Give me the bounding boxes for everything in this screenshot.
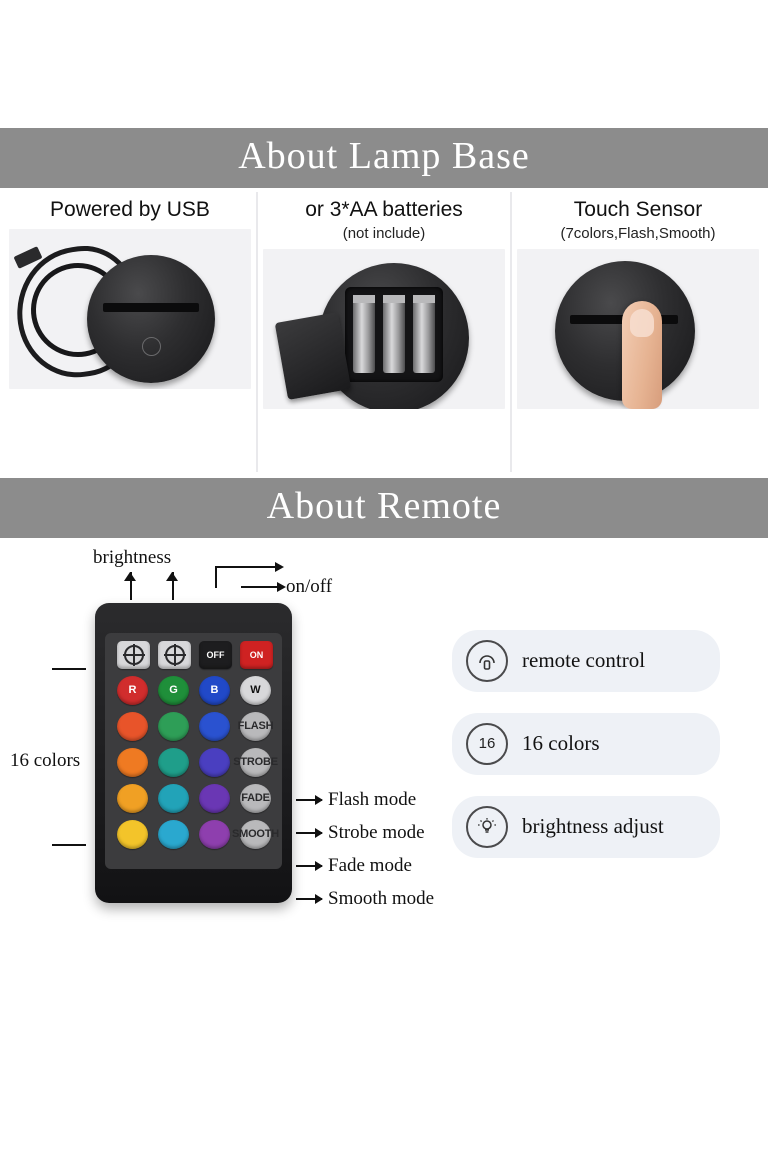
color-button-8[interactable] (158, 784, 189, 813)
off-button[interactable]: OFF (199, 641, 232, 669)
mode-label-flash: Flash mode (328, 789, 417, 811)
cell-title-battery: or 3*AA batteries (305, 197, 463, 221)
brightness-up-icon (124, 645, 144, 665)
lamp-base-cell-battery (256, 192, 510, 472)
feature-chip-remote-control (452, 630, 720, 692)
label-brightness: brightness (93, 546, 172, 568)
remote-panel (0, 538, 768, 1032)
feature-chip-list (452, 630, 720, 879)
mode-callout-flash (296, 784, 434, 817)
smooth-mode-button[interactable]: SMOOTH (240, 820, 271, 849)
usb-base-photo (9, 229, 251, 389)
feature-chip-brightness (452, 796, 720, 858)
strobe-mode-button[interactable]: STROBE (240, 748, 271, 777)
feature-label-brightness: brightness adjust (522, 814, 664, 839)
color-button-3[interactable] (199, 712, 230, 741)
color-button-7[interactable] (117, 784, 148, 813)
flash-mode-button[interactable]: FLASH (240, 712, 271, 741)
cell-title-touch: Touch Sensor (573, 197, 703, 221)
mode-label-fade: Fade mode (328, 855, 412, 877)
battery-cover-icon (275, 312, 352, 400)
lamp-base-disc (87, 255, 215, 383)
label-on-off: on/off (286, 575, 333, 597)
mode-callout-fade (296, 850, 434, 883)
remote-control-icon (466, 640, 508, 682)
color-button-6[interactable] (199, 748, 230, 777)
lamp-base-banner: About Lamp Base (0, 128, 768, 188)
brightness-arrowhead-1 (124, 572, 136, 581)
cell-title-usb: Powered by USB (50, 197, 210, 221)
brightness-arrowhead-2 (166, 572, 178, 581)
arrow-icon (296, 832, 322, 834)
arrow-icon (296, 898, 322, 900)
fade-mode-button[interactable]: FADE (240, 784, 271, 813)
battery-base-photo (263, 249, 505, 409)
mode-label-strobe: Strobe mode (328, 822, 425, 844)
brightness-down-button[interactable] (158, 641, 191, 669)
remote-banner: About Remote (0, 478, 768, 538)
power-button-icon (142, 337, 161, 356)
color-button-2[interactable] (158, 712, 189, 741)
mode-callout-list (296, 784, 434, 916)
remote-button-grid[interactable] (117, 641, 280, 849)
on-button[interactable]: ON (240, 641, 273, 669)
lamp-base-cell-usb (4, 192, 256, 472)
onoff-bracket-left (215, 566, 217, 588)
colors-tick-bottom (52, 844, 86, 846)
touch-sensor-photo (517, 249, 759, 409)
fingernail-icon (630, 309, 654, 337)
lamp-base-panel (0, 188, 768, 478)
color-button-4[interactable] (117, 748, 148, 777)
arrow-icon (296, 865, 322, 867)
color-button-white[interactable]: W (240, 676, 271, 705)
lamp-base-cell-touch (510, 192, 764, 472)
brightness-icon (466, 806, 508, 848)
color-button-green[interactable]: G (158, 676, 189, 705)
brightness-down-icon (165, 645, 185, 665)
brightness-up-button[interactable] (117, 641, 150, 669)
lamp-base-slot (103, 303, 199, 312)
battery-compartment (345, 287, 443, 382)
mode-label-smooth: Smooth mode (328, 888, 435, 910)
sixteen-colors-icon: 16 (466, 723, 508, 765)
onoff-bracket-top (215, 566, 277, 568)
onoff-arrowhead (277, 582, 286, 592)
feature-label-remote-control: remote control (522, 648, 646, 673)
colors-tick-top (52, 668, 86, 670)
color-button-9[interactable] (199, 784, 230, 813)
mode-callout-smooth (296, 883, 434, 916)
arrow-icon (296, 799, 322, 801)
color-button-blue[interactable]: B (199, 676, 230, 705)
label-16-colors: 16 colors (10, 749, 81, 771)
remote-control-device[interactable] (95, 603, 292, 903)
feature-label-16-colors: 16 colors (522, 731, 600, 756)
feature-chip-16-colors (452, 713, 720, 775)
color-button-5[interactable] (158, 748, 189, 777)
cell-sub-touch: (7colors,Flash,Smooth) (560, 224, 716, 242)
color-button-11[interactable] (158, 820, 189, 849)
color-button-12[interactable] (199, 820, 230, 849)
mode-callout-strobe (296, 817, 434, 850)
remote-keypad[interactable] (105, 633, 282, 869)
color-button-red[interactable]: R (117, 676, 148, 705)
cell-sub-battery: (not include) (342, 224, 426, 242)
color-button-1[interactable] (117, 712, 148, 741)
onoff-arrow-line (241, 586, 279, 588)
color-button-10[interactable] (117, 820, 148, 849)
onoff-arrowhead-2 (275, 562, 284, 572)
